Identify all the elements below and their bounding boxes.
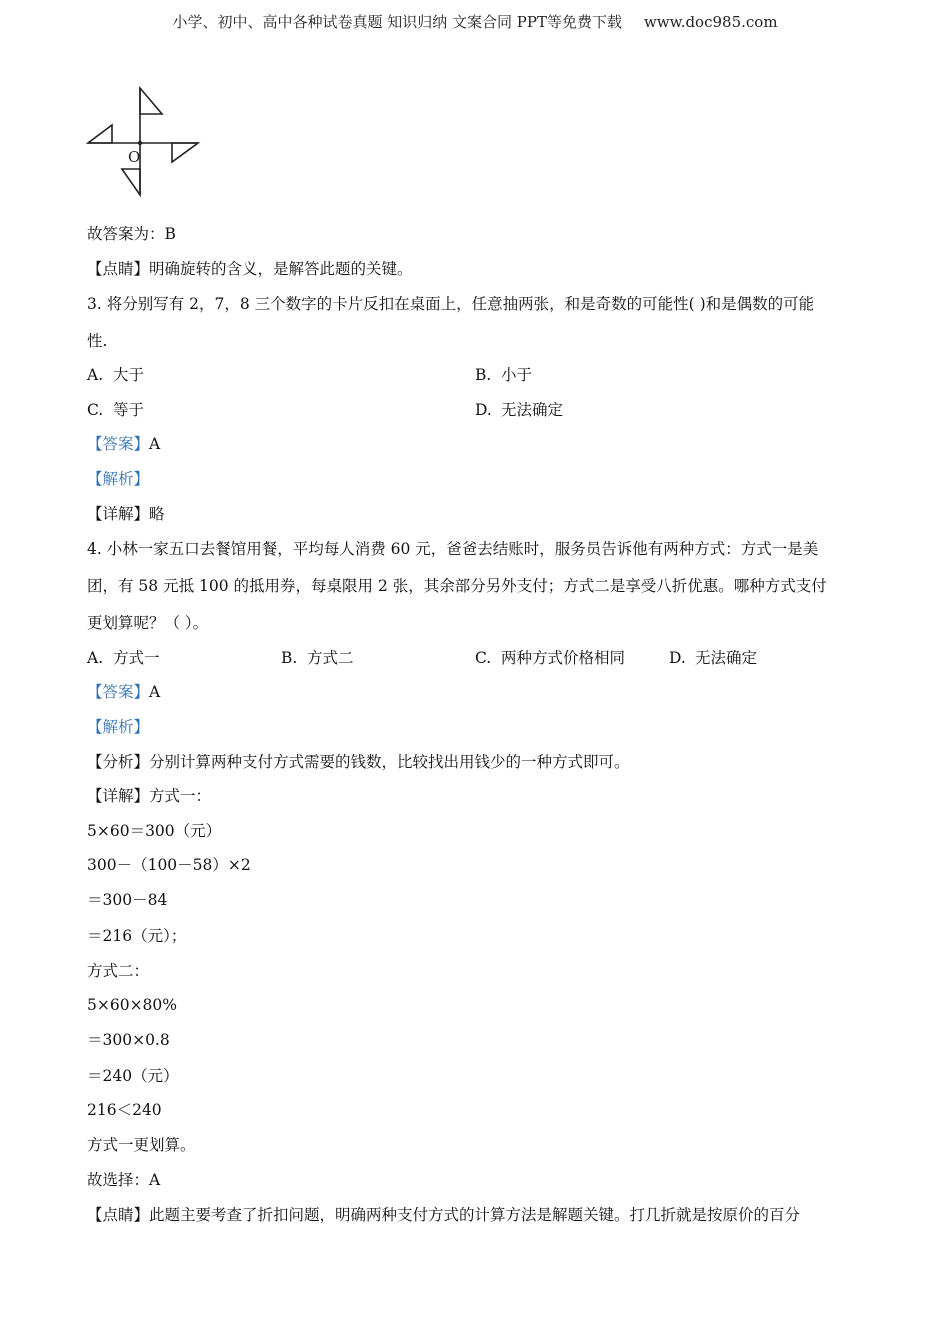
q4-option-d: D. 无法确定 — [669, 649, 758, 667]
q3-option-c: C. 等于 — [87, 401, 145, 419]
comment-tag: 【点睛】 — [87, 1206, 150, 1224]
work-line: ＝216（元）； — [87, 927, 187, 945]
q3-detail — [87, 503, 165, 525]
answer-value: A — [149, 435, 161, 453]
q4-fenxi — [87, 751, 630, 773]
rotation-figure — [84, 84, 204, 199]
figure-triangle-top — [140, 88, 162, 114]
q2-answer-line: 故答案为：B — [87, 225, 176, 243]
q4-option-c: C. 两种方式价格相同 — [475, 649, 626, 667]
detail-text: 方式一： — [149, 787, 212, 805]
q4-answer — [87, 681, 160, 703]
header-url[interactable]: www.doc985.com — [643, 13, 778, 31]
q4-option-b: B. 方式二 — [281, 649, 354, 667]
q4-stem-line-1: 4. 小林一家五口去餐馆用餐，平均每人消费 60 元，爸爸去结账时，服务员告诉他有两种方式：方式一是美 — [87, 540, 819, 558]
page-header — [0, 11, 950, 32]
work-line: 216＜240 — [87, 1101, 162, 1119]
q4-detail — [87, 785, 211, 807]
figure-center-label: O — [128, 148, 141, 166]
q3-analysis-tag: 【解析】 — [87, 470, 150, 488]
fenxi-tag: 【分析】 — [87, 753, 150, 771]
detail-tag: 【详解】 — [87, 787, 150, 805]
q4-stem-line-2: 团，有 58 元抵 100 的抵用券，每桌限用 2 张，其余部分另外支付；方式二是享受八折优惠。哪种方式支付 — [87, 577, 827, 595]
detail-text: 略 — [149, 505, 165, 523]
work-line: ＝300×0.8 — [87, 1031, 170, 1049]
answer-tag: 【答案】 — [87, 435, 150, 453]
q3-stem-line-2: 性. — [87, 332, 108, 350]
work-line: 5×60×80% — [87, 996, 178, 1014]
figure-triangle-right — [172, 143, 198, 162]
figure-triangle-left — [88, 125, 112, 143]
work-line: 5×60＝300（元） — [87, 822, 222, 840]
q3-answer — [87, 433, 160, 455]
work-line: 300－（100－58）×2 — [87, 856, 251, 874]
work-line: 方式二： — [87, 962, 150, 980]
q4-analysis-tag: 【解析】 — [87, 718, 150, 736]
q4-option-a: A. 方式一 — [87, 649, 160, 667]
q4-comment — [87, 1204, 800, 1226]
q2-comment — [87, 258, 413, 280]
figure-center-point — [138, 141, 142, 145]
work-line: ＝240（元） — [87, 1067, 179, 1085]
q4-stem-line-3: 更划算呢？（ ）。 — [87, 614, 209, 632]
work-line: 故选择：A — [87, 1171, 161, 1189]
q3-option-d: D. 无法确定 — [475, 401, 564, 419]
comment-text: 明确旋转的含义，是解答此题的关键。 — [149, 260, 413, 278]
work-line: 方式一更划算。 — [87, 1136, 196, 1154]
answer-value: A — [149, 683, 161, 701]
fenxi-text: 分别计算两种支付方式需要的钱数，比较找出用钱少的一种方式即可。 — [149, 753, 630, 771]
answer-tag: 【答案】 — [87, 683, 150, 701]
q3-option-a: A. 大于 — [87, 366, 145, 384]
comment-tag: 【点睛】 — [87, 260, 150, 278]
figure-triangle-bottom — [122, 169, 140, 195]
header-text: 小学、初中、高中各种试卷真题 知识归纳 文案合同 PPT等免费下载 — [172, 13, 622, 31]
detail-tag: 【详解】 — [87, 505, 150, 523]
q3-option-b: B. 小于 — [475, 366, 533, 384]
q3-stem-line-1: 3. 将分别写有 2，7，8 三个数字的卡片反扣在桌面上，任意抽两张，和是奇数的可能性( )和是偶数的可能 — [87, 295, 815, 313]
comment-text: 此题主要考查了折扣问题，明确两种支付方式的计算方法是解题关键。打几折就是按原价的百分 — [149, 1206, 801, 1224]
work-line: ＝300－84 — [87, 891, 168, 909]
